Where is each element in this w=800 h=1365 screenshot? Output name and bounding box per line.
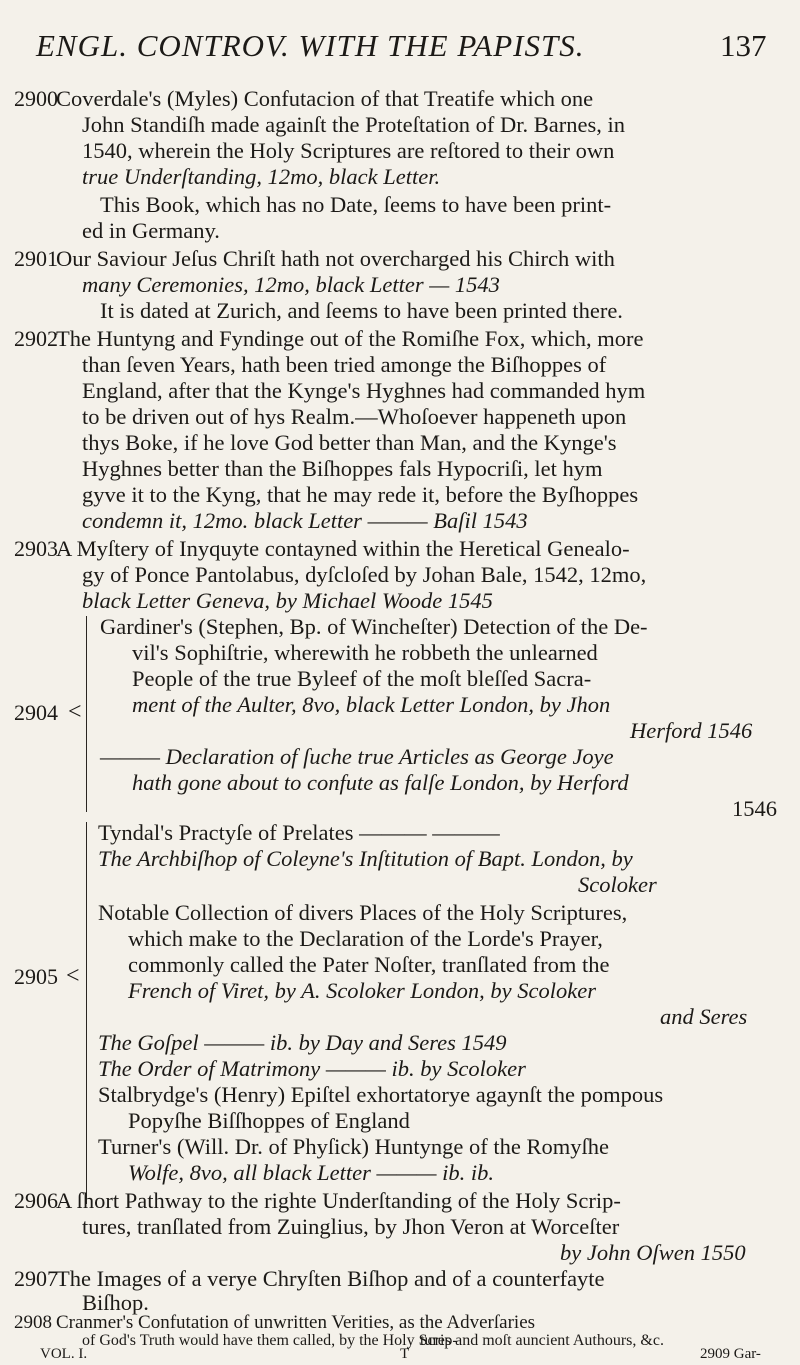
entry-line: by John Oſwen 1550 <box>560 1240 746 1265</box>
brace-bar <box>86 616 87 812</box>
entry-line: The Goſpel ——— ib. by Day and Seres 1549 <box>98 1030 507 1055</box>
brace-bar <box>86 822 87 1204</box>
entry-line: French of Viret, by A. Scoloker London, by Scoloker <box>128 978 597 1003</box>
entry-line: The Huntyng and Fyndinge out of the Romiſhe Fox, which, more <box>56 326 644 351</box>
entry-line: Turner's (Will. Dr. of Phyſick) Huntynge of the Romyſhe <box>98 1134 610 1159</box>
signature-mark: T <box>400 1346 410 1362</box>
entry-line: Popyſhe Biſſhoppes of England <box>128 1108 410 1133</box>
entry-line: Notable Collection of divers Places of the Holy Scriptures, <box>98 900 628 925</box>
entry-line: It is dated at Zurich, and ſeems to have been printed there. <box>100 298 623 323</box>
entry-line: 1540, wherein the Holy Scriptures are reſtored to their own <box>82 138 615 163</box>
entry-line: ment of the Aulter, 8vo, black Letter London, by Jhon <box>132 692 611 717</box>
entry-line: Gardiner's (Stephen, Bp. of Wincheſter) Detection of the De- <box>100 614 648 639</box>
entry-number: 2907 <box>14 1266 58 1291</box>
entry-line: black Letter Geneva, by Michael Woode 1545 <box>82 588 493 613</box>
entry-line: vil's Sophiſtrie, wherewith he robbeth the unlearned <box>132 640 598 665</box>
entry-line: England, after that the Kynge's Hyghnes had commanded hym <box>82 378 646 403</box>
entry-number: 2902 <box>14 326 58 351</box>
entry-line: Stalbrydge's (Henry) Epiſtel exhortatorye agaynſt the pompous <box>98 1082 664 1107</box>
entry-line: of God's Truth would have them called, by the Holy Scrip- <box>82 1332 458 1349</box>
entry-line: Hyghnes better than the Biſhoppes fals Hypocriſi, let hym <box>82 456 603 481</box>
entry-line: ed in Germany. <box>82 218 220 243</box>
entry-line: many Ceremonies, 12mo, black Letter — 1543 <box>82 272 500 297</box>
entry-number: 2906 <box>14 1188 58 1213</box>
entry-line: than ſeven Years, hath been tried amonge the Biſhoppes of <box>82 352 607 377</box>
running-header <box>20 18 780 68</box>
running-title: ENGL. CONTROV. WITH THE PAPISTS. <box>36 28 585 63</box>
entry-line: true Underſtanding, 12mo, black Letter. <box>82 164 441 189</box>
entry-line: Biſhop. <box>82 1290 149 1315</box>
entry-line: ——— Declaration of ſuche true Articles as George Joye <box>100 744 614 769</box>
entry-line: The Order of Matrimony ——— ib. by Scoloker <box>98 1056 526 1081</box>
entry-line: A ſhort Pathway to the righte Underſtanding of the Holy Scrip- <box>56 1188 621 1213</box>
entry-line: Coverdale's (Myles) Confutacion of that Treatife which one <box>56 86 594 111</box>
entry-line: Wolfe, 8vo, all black Letter ——— ib. ib. <box>128 1160 495 1185</box>
entry-line: thys Boke, if he love God better than Man, and the Kynge's <box>82 430 617 455</box>
entry-number: 2908 <box>14 1312 52 1333</box>
entry-line: John Standiſh made againſt the Proteſtation of Dr. Barnes, in <box>82 112 626 137</box>
volume-mark: VOL. I. <box>40 1346 88 1362</box>
entry-line: Cranmer's Confutation of unwritten Verities, as the Adverſaries <box>56 1312 536 1333</box>
entry-line: gyve it to the Kyng, that he may rede it, before the Byſhoppes <box>82 482 639 507</box>
brace-glyph: < <box>68 699 82 725</box>
catchword: 2909 Gar- <box>700 1346 761 1362</box>
entry-line: commonly called the Pater Noſter, tranſlated from the <box>128 952 610 977</box>
page-number: 137 <box>720 28 767 63</box>
entry-line: tures, tranſlated from Zuinglius, by Jhon Veron at Worceſter <box>82 1214 620 1239</box>
entry-number: 2904 <box>14 700 58 725</box>
entry-line: hath gone about to confute as falſe London, by Herford <box>132 770 629 795</box>
brace-glyph: < <box>66 963 80 989</box>
entry-number: 2901 <box>14 246 58 271</box>
entry-line: The Archbiſhop of Coleyne's Inſtitution of Bapt. London, by <box>98 846 633 871</box>
entry-line: A Myſtery of Inyquyte contayned within the Heretical Genealo- <box>56 536 630 561</box>
entry-number: 2903 <box>14 536 58 561</box>
entry-line: tures and moſt auncient Authours, &c. <box>420 1332 664 1349</box>
entry-line: gy of Ponce Pantolabus, dyſcloſed by Johan Bale, 1542, 12mo, <box>82 562 647 587</box>
entry-number: 2900 <box>14 86 58 111</box>
entry-line: This Book, which has no Date, ſeems to have been print- <box>100 192 612 217</box>
entry-line: and Seres <box>660 1004 748 1029</box>
entry-number: 2905 <box>14 964 58 989</box>
entry-line: condemn it, 12mo. black Letter ——— Baſil 1543 <box>82 508 528 533</box>
entry-line: to be driven out of hys Realm.—Whoſoever happeneth upon <box>82 404 627 429</box>
entry-line: Our Saviour Jeſus Chriſt hath not overcharged his Chirch with <box>56 246 615 271</box>
entry-line: Scoloker <box>578 872 657 897</box>
entry-line: Tyndal's Practyſe of Prelates ——— ——— <box>98 820 500 845</box>
entry-line: The Images of a verye Chryſten Biſhop and of a counterfayte <box>56 1266 605 1291</box>
entry-line: Herford 1546 <box>630 718 753 743</box>
entry-line: People of the true Byleef of the moſt bleſſed Sacra- <box>132 666 592 691</box>
entry-line: 1546 <box>732 796 777 821</box>
entry-line: which make to the Declaration of the Lorde's Prayer, <box>128 926 603 951</box>
